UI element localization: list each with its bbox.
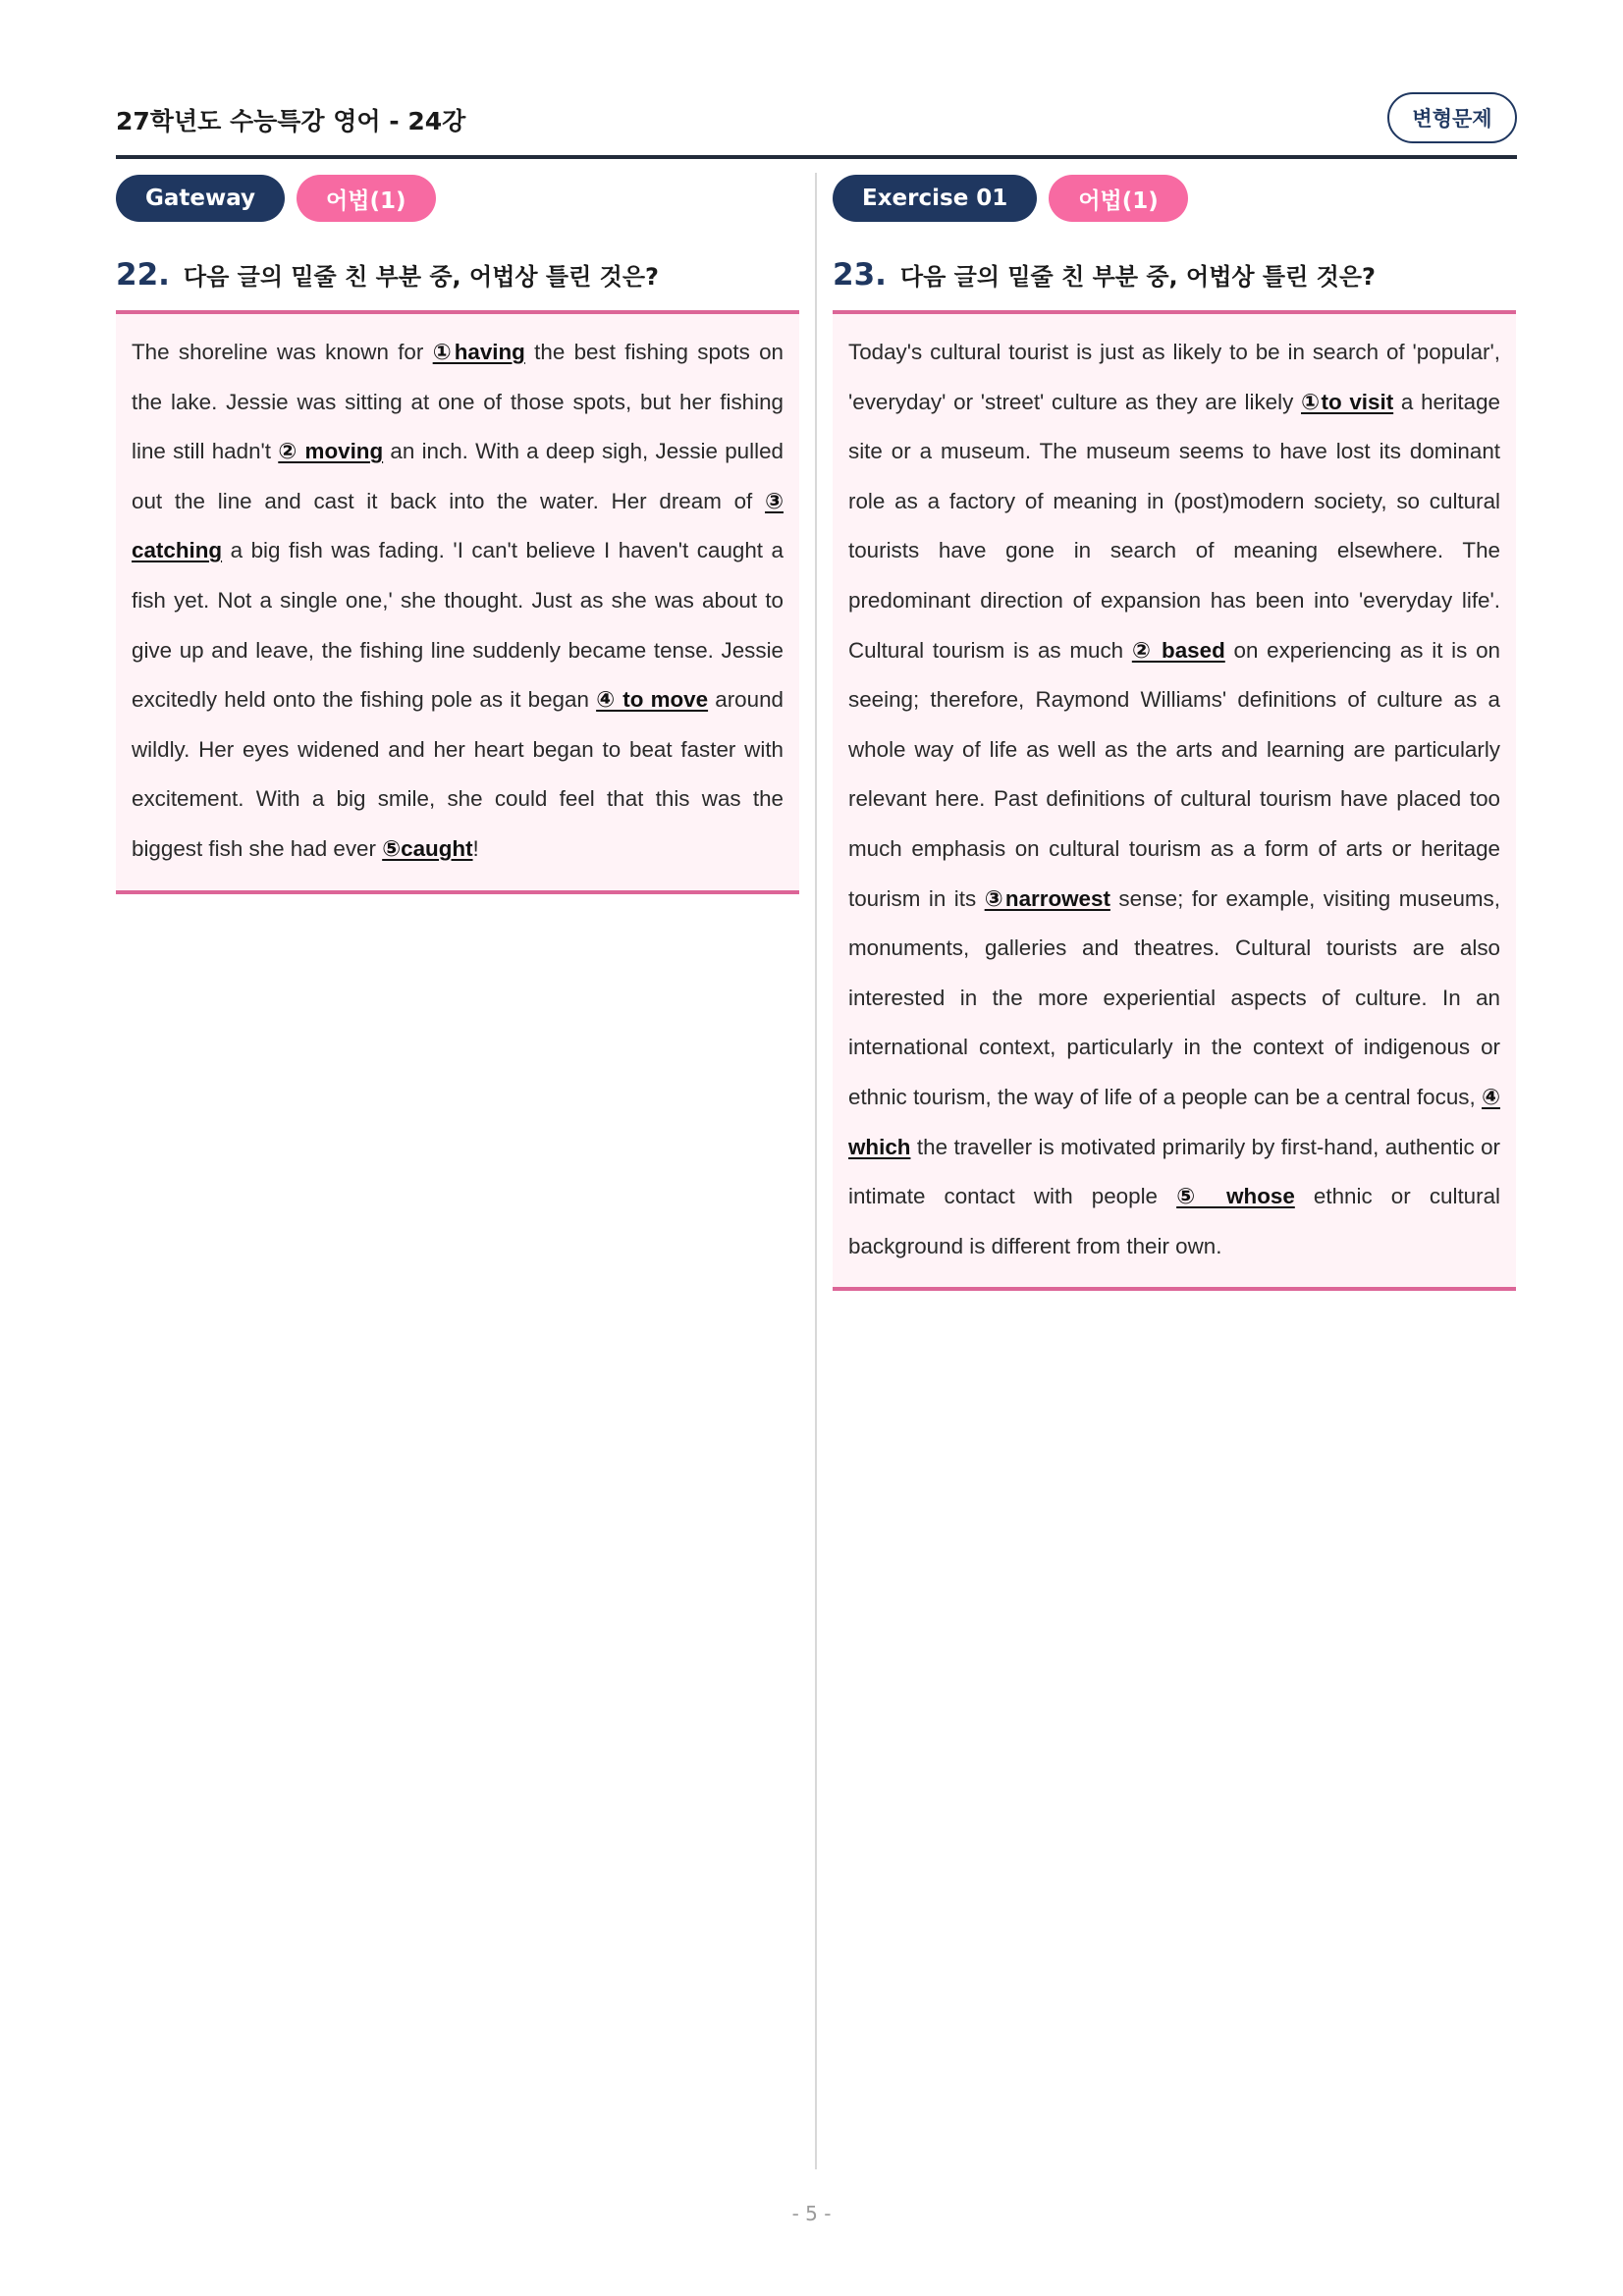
underlined-choice-3: ③ catching — [132, 488, 784, 563]
passage-segment: a heritage site or a museum. The museum seems to have lost its dominant role as a factory of meaning in (post)modern society, so cultural tourists have gone in search of meaning elsewhere. The predominant direction of expansion has been into 'everyday life'. Cultural tourism is as much — [848, 389, 1500, 663]
variant-badge: 변형문제 — [1387, 92, 1517, 143]
underlined-choice-1: ①to visit — [1301, 389, 1394, 414]
passage-segment: around wildly. Her eyes widened and her heart began to beat faster with excitement. With a big smile, she could feel that this was the biggest fish she had ever — [132, 687, 784, 861]
passage-segment: the best fishing spots on the lake. Jessie was sitting at one of those spots, but her fishing line still hadn't — [132, 340, 784, 464]
underlined-choice-2: ② moving — [278, 439, 384, 464]
tag-row — [833, 173, 1516, 224]
question-number: 22. — [116, 257, 170, 293]
passage-segment: Today's cultural tourist is just as likely to be in search of 'popular', 'everyday' or 'street' culture as they are likely — [848, 340, 1500, 414]
underlined-choice-5: ⑤ whose — [1176, 1184, 1295, 1209]
passage-segment: ethnic or cultural background is different from their own. — [848, 1184, 1500, 1258]
column-divider — [815, 173, 817, 2169]
question-heading — [116, 257, 799, 293]
source-tag: Gateway — [116, 175, 285, 222]
question-heading — [833, 257, 1516, 293]
question-text: 다음 글의 밑줄 친 부분 중, 어법상 틀린 것은? — [899, 263, 1376, 291]
underlined-choice-2: ② based — [1131, 637, 1225, 663]
passage-segment: ! — [472, 835, 479, 861]
tag-row — [116, 173, 799, 224]
type-tag: 어법(1) — [297, 175, 435, 222]
underlined-choice-1: ①having — [432, 340, 525, 364]
passage-segment: the traveller is motivated primarily by first-hand, authentic or intimate contact with people — [848, 1134, 1500, 1209]
source-tag: Exercise 01 — [833, 175, 1037, 222]
underlined-choice-3: ③narrowest — [984, 885, 1110, 911]
header-divider — [116, 155, 1517, 159]
passage-segment: The shoreline was known for — [132, 340, 433, 364]
type-tag: 어법(1) — [1049, 175, 1187, 222]
left-column — [116, 173, 799, 894]
underlined-choice-4: ④ which — [848, 1084, 1500, 1159]
passage-box — [116, 310, 799, 894]
underlined-choice-4: ④ to move — [596, 687, 709, 713]
passage-segment: sense; for example, visiting museums, monuments, galleries and theatres. Cultural tourists are also interested in the more experiential aspects of culture. In an international context, particularly in the context of indigenous or ethnic tourism, the way of life of a people can be a central focus, — [848, 885, 1500, 1109]
question-number: 23. — [833, 257, 887, 293]
page-title: 27학년도 수능특강 영어 - 24강 — [116, 107, 466, 135]
passage-segment: a big fish was fading. 'I can't believe I haven't caught a fish yet. Not a single one,' she thought. Just as she was about to give up and leave, the fishing line suddenly became tense. Jessie excitedly held onto the fishing pole as it began — [132, 538, 784, 713]
page-number: - 5 - — [791, 2202, 832, 2225]
question-text: 다음 글의 밑줄 친 부분 중, 어법상 틀린 것은? — [183, 263, 659, 291]
passage-box — [833, 310, 1516, 1291]
passage-text — [132, 328, 784, 875]
passage-segment: on experiencing as it is on seeing; therefore, Raymond Williams' definitions of culture as a whole way of life as well as the arts and learning are particularly relevant here. Past definitions of cultural tourism have placed too much emphasis on cultural tourism as a form of arts or heritage tourism in its — [848, 637, 1500, 911]
passage-text — [848, 328, 1500, 1271]
right-column — [833, 173, 1516, 1291]
underlined-choice-5: ⑤caught — [382, 835, 473, 861]
passage-segment: an inch. With a deep sigh, Jessie pulled out the line and cast it back into the water. Her dream of — [132, 439, 784, 513]
page-header — [116, 90, 1517, 157]
